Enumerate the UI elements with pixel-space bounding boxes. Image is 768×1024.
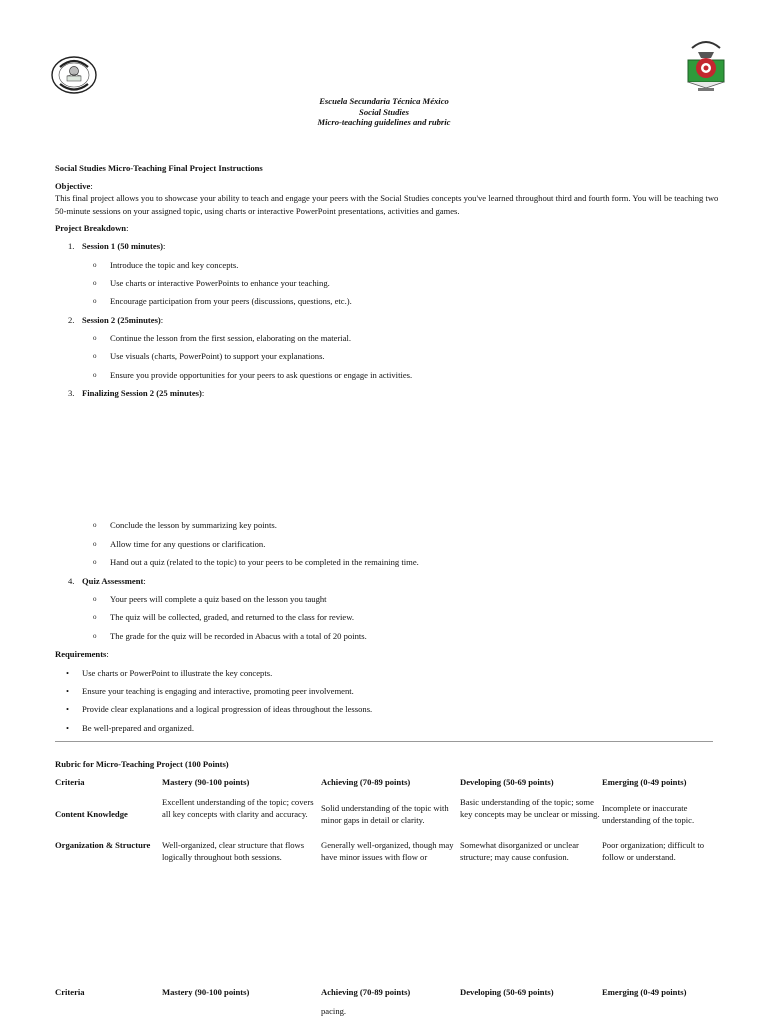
bullet-dot-icon: • (66, 704, 70, 714)
list-item: Use visuals (charts, PowerPoint) to support your explanations. (110, 351, 325, 361)
rubric-header-cell: Emerging (0-49 points) (602, 777, 687, 787)
document-title: Micro-teaching guidelines and rubric (317, 117, 451, 127)
requirement-item: Use charts or PowerPoint to illustrate the key concepts. (82, 668, 273, 678)
list-number: 3. (68, 388, 75, 398)
rubric-cell: Incomplete or inaccurate understanding of the topic. (602, 803, 695, 825)
bullet-icon: o (93, 279, 97, 287)
rubric-header-cell: Mastery (90-100 points) (162, 777, 250, 787)
rubric-cell: Somewhat disorganized or unclear structure; may cause confusion. (460, 840, 579, 862)
rubric-header-cell: Mastery (90-100 points) (162, 987, 250, 997)
list-item: Encourage participation from your peers (discussions, questions, etc.). (110, 296, 352, 306)
list-item: The grade for the quiz will be recorded in Abacus with a total of 20 points. (110, 631, 367, 641)
list-item: Hand out a quiz (related to the topic) to your peers to be completed in the remaining time. (110, 557, 419, 567)
requirement-item: Provide clear explanations and a logical progression of ideas throughout the lessons. (82, 704, 373, 714)
list-item-title: Quiz Assessment: (82, 576, 146, 586)
bullet-icon: o (93, 297, 97, 305)
list-item: Introduce the topic and key concepts. (110, 260, 239, 270)
section-title: Social Studies Micro-Teaching Final Project Instructions (55, 163, 263, 173)
list-item: Continue the lesson from the first session, elaborating on the material. (110, 333, 352, 343)
list-number: 2. (68, 315, 75, 325)
bullet-dot-icon: • (66, 686, 70, 696)
list-item: Conclude the lesson by summarizing key points. (110, 520, 277, 530)
list-item: Ensure you provide opportunities for your peers to ask questions or engage in activities. (110, 370, 413, 380)
bullet-icon: o (93, 595, 97, 603)
bullet-dot-icon: • (66, 668, 70, 678)
rubric-header-cell: Criteria (55, 777, 85, 787)
list-item-title: Session 2 (25minutes): (82, 315, 164, 325)
rubric-criteria-cell: Organization & Structure (55, 840, 151, 850)
list-number: 1. (68, 241, 75, 251)
rubric-header-cell: Developing (50-69 points) (460, 777, 554, 787)
rubric-header-cell: Achieving (70-89 points) (321, 777, 411, 787)
bullet-icon: o (93, 632, 97, 640)
rubric-cell: Well-organized, clear structure that flows logically throughout both sessions. (162, 840, 305, 862)
rubric-title: Rubric for Micro-Teaching Project (100 Points) (55, 759, 229, 769)
rubric-header-cell: Emerging (0-49 points) (602, 987, 687, 997)
bullet-icon: o (93, 613, 97, 621)
requirement-item: Be well-prepared and organized. (82, 723, 194, 733)
list-item: The quiz will be collected, graded, and returned to the class for review. (110, 612, 355, 622)
rubric-cell: Excellent understanding of the topic; covers all key concepts with clarity and accuracy. (162, 797, 314, 819)
rubric-header-cell: Developing (50-69 points) (460, 987, 554, 997)
divider (55, 741, 713, 742)
bullet-icon: o (93, 352, 97, 360)
list-item: Allow time for any questions or clarification. (110, 539, 266, 549)
rubric-header-cell: Achieving (70-89 points) (321, 987, 411, 997)
objective-heading: Objective: (55, 181, 93, 191)
objective-label: Objective (55, 181, 91, 191)
rubric-cell: Basic understanding of the topic; some key concepts may be unclear or missing. (460, 797, 600, 819)
bullet-icon: o (93, 521, 97, 529)
bullet-dot-icon: • (66, 723, 70, 733)
requirement-item: Ensure your teaching is engaging and interactive, promoting peer involvement. (82, 686, 354, 696)
requirements-heading: Requirements: (55, 649, 109, 659)
subject-name: Social Studies (359, 106, 409, 117)
bullet-icon: o (93, 334, 97, 342)
breakdown-heading: Project Breakdown: (55, 223, 129, 233)
list-item: Your peers will complete a quiz based on the lesson you taught (110, 594, 327, 604)
list-item: Use charts or interactive PowerPoints to enhance your teaching. (110, 278, 330, 288)
rubric-criteria-cell: Content Knowledge (55, 809, 128, 819)
rubric-continuation-cell: pacing. (321, 1006, 347, 1016)
social-studies-seal-icon (50, 55, 98, 95)
bullet-icon: o (93, 540, 97, 548)
list-number: 4. (68, 576, 75, 586)
rubric-cell: Solid understanding of the topic with minor gaps in detail or clarity. (321, 803, 449, 825)
objective-text: This final project allows you to showcase your ability to teach and engage your peers with the Social Studies concepts you've learned throughout third and fourth form. You will be teaching two 50-minute sessions on your assigned topic, using charts or interactive PowerPoint presentations, activities and games. (55, 193, 719, 216)
rubric-cell: Generally well-organized, though may have minor issues with flow or (321, 840, 454, 862)
school-name: Escuela Secundaria Técnica México (319, 96, 449, 106)
breakdown-label: Project Breakdown (55, 223, 127, 233)
rubric-header-cell: Criteria (55, 987, 85, 997)
requirements-label: Requirements (55, 649, 107, 659)
bullet-icon: o (93, 371, 97, 379)
list-item-title: Session 1 (50 minutes): (82, 241, 166, 251)
school-crest-icon (684, 38, 728, 96)
list-item-title: Finalizing Session 2 (25 minutes): (82, 388, 205, 398)
bullet-icon: o (93, 558, 97, 566)
rubric-cell: Poor organization; difficult to follow or understand. (602, 840, 705, 862)
bullet-icon: o (93, 261, 97, 269)
document-header (0, 96, 768, 128)
